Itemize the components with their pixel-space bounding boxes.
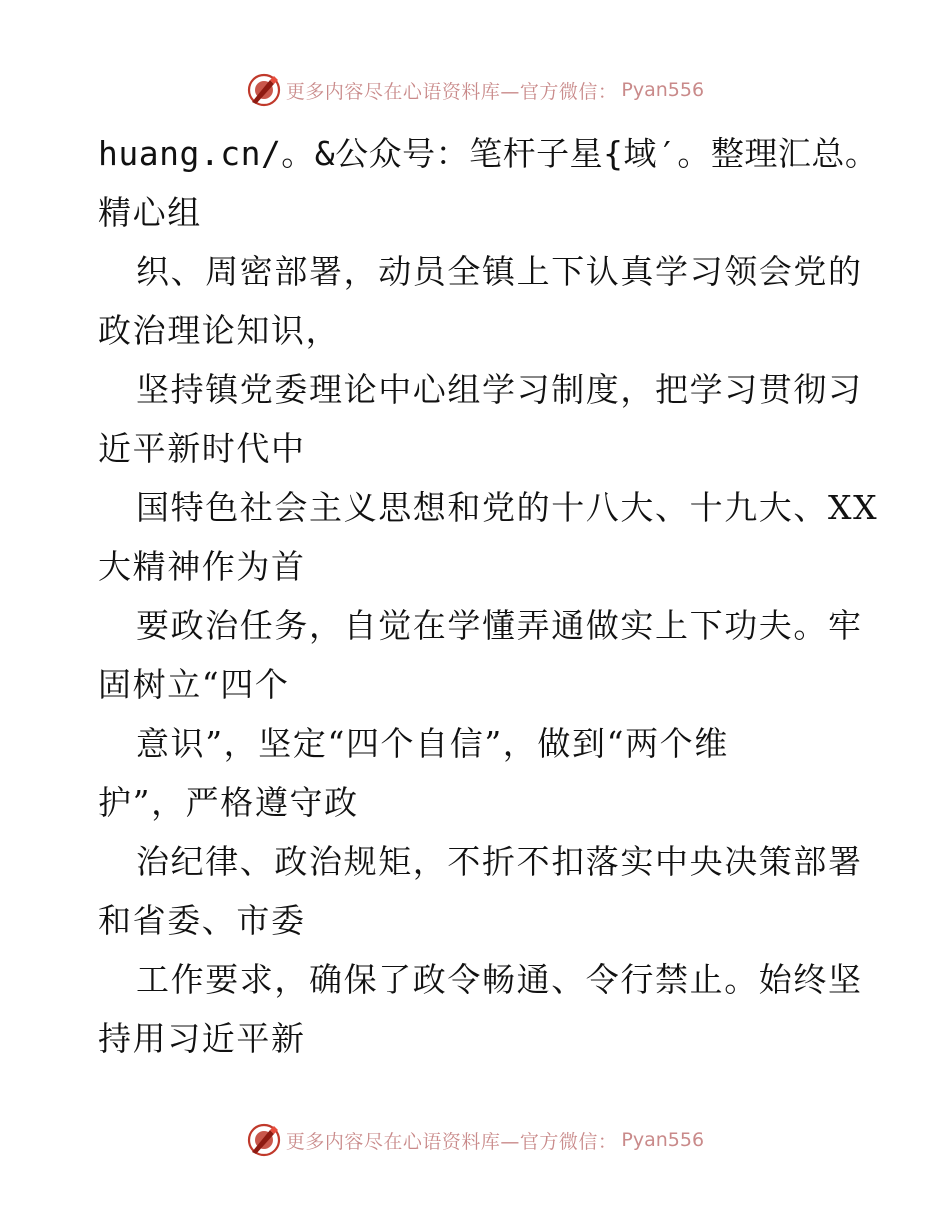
text-line-5: 坚持镇党委理论中心组学习制度，把学习贯彻习 <box>136 370 863 409</box>
text-line-16: 持用习近平新 <box>98 1019 306 1058</box>
text-line-11: 意识”，坚定“四个自信”，做到“两个维 <box>136 724 729 763</box>
text-line-13: 治纪律、政治规矩，不折不扣落实中央决策部署 <box>136 842 863 881</box>
text-line-8: 大精神作为首 <box>98 547 306 586</box>
watermark-text: 更多内容尽在心语资料库—官方微信： <box>285 1130 618 1153</box>
text-line-7: 国特色社会主义思想和党的十八大、十九大、XX <box>136 488 879 527</box>
text-line-2: 精心组 <box>98 193 202 232</box>
text-line-9: 要政治任务，自觉在学懂弄通做实上下功夫。牢 <box>136 606 863 645</box>
text-line-1: huang.cn/。&公众号：笔杆子星{域′。整理汇总。 <box>98 134 879 173</box>
pen-seal-logo-icon <box>246 1122 282 1158</box>
watermark-wechat-id: Pyan556 <box>621 79 705 101</box>
text-line-3: 织、周密部署，动员全镇上下认真学习领会党的 <box>136 252 863 291</box>
watermark-text: 更多内容尽在心语资料库—官方微信： <box>285 80 618 103</box>
header-watermark <box>0 70 950 110</box>
text-line-4: 政治理论知识， <box>98 311 341 350</box>
watermark-wechat-id: Pyan556 <box>621 1129 705 1151</box>
text-line-10: 固树立“四个 <box>98 665 290 704</box>
text-line-6: 近平新时代中 <box>98 429 306 468</box>
pen-seal-logo-icon <box>246 72 282 108</box>
text-line-14: 和省委、市委 <box>98 901 306 940</box>
text-line-15: 工作要求，确保了政令畅通、令行禁止。始终坚 <box>136 960 863 999</box>
text-line-12: 护”，严格遵守政 <box>98 783 359 822</box>
document-body <box>98 124 879 1068</box>
footer-watermark <box>0 1120 950 1160</box>
